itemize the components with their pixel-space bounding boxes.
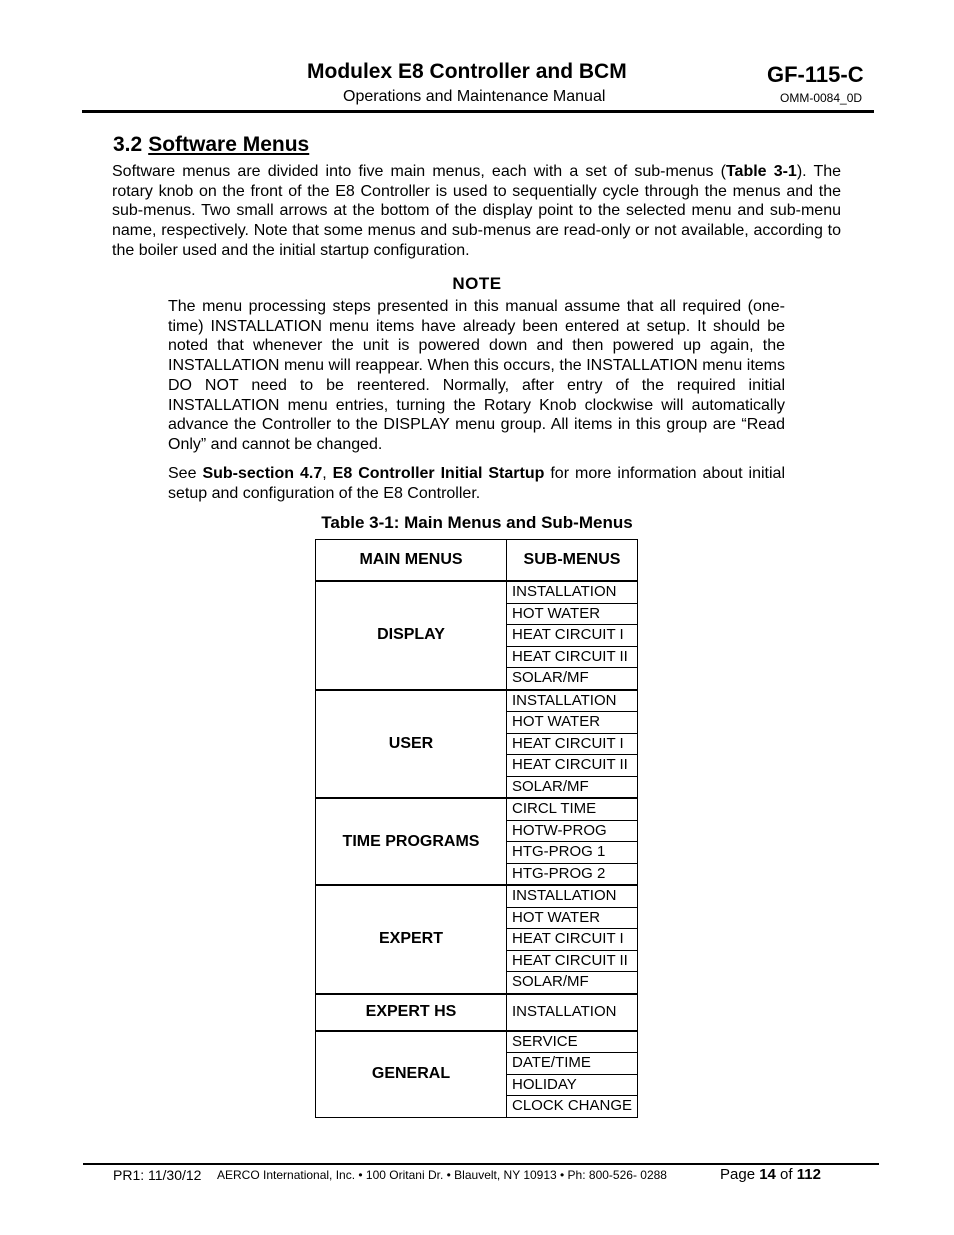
main-menu-cell: TIME PROGRAMS xyxy=(316,798,507,885)
main-menu-cell: USER xyxy=(316,690,507,799)
table-reference: Table 3-1 xyxy=(725,163,797,180)
intro-text-2: ). The rotary knob on the front of the E8 Controller is used to sequentially cycle through the menus and the sub-menus. Two small arrows at the bottom of the display point to the selected menu and sub-menu name, respectively. Note that some menus and sub-menus are read-only or not available, according to the boiler used and the initial startup configuration. xyxy=(112,163,842,259)
document-code: GF-115-C xyxy=(767,62,864,87)
menus-table-body xyxy=(316,581,638,1117)
sub-menu-cell: CLOCK CHANGE xyxy=(507,1096,638,1118)
sub-menu-cell: HTG-PROG 2 xyxy=(507,863,638,885)
sub-menu-cell: HOT WATER xyxy=(507,712,638,734)
note-text: The menu processing steps presented in this manual assume that all required (one-time) INSTALLATION menu items have already been entered at setup. It should be noted that whenever the unit is powered down and then powered up again, the INSTALLATION menu will reappear. When this occurs, the INSTALLATION menu items DO NOT need to be reentered. Normally, after entry of the required initial INSTALLATION menu entries, turning the Rotary Knob clockwise will automatically advance the Controller to the DISPLAY menu group. All items in this group are “Read Only” and cannot be changed. xyxy=(168,298,785,453)
footer-page xyxy=(720,1166,821,1183)
sub-menu-cell: SOLAR/MF xyxy=(507,972,638,994)
sub-menu-cell: HEAT CIRCUIT II xyxy=(507,646,638,668)
sub-menu-cell: HEAT CIRCUIT I xyxy=(507,929,638,951)
footer-company: AERCO International, Inc. • 100 Oritani Dr. • Blauvelt, NY 10913 • Ph: 800-526- 0288 xyxy=(217,1168,667,1182)
sub-menu-cell: CIRCL TIME xyxy=(507,798,638,820)
sub-menu-cell: INSTALLATION xyxy=(507,690,638,712)
sub-menu-cell: SERVICE xyxy=(507,1031,638,1053)
section-title: Software Menus xyxy=(148,133,310,156)
document-subtitle: Operations and Maintenance Manual xyxy=(343,88,606,105)
main-menus-header: MAIN MENUS xyxy=(316,540,507,582)
table-row xyxy=(316,581,638,603)
main-menu-cell: DISPLAY xyxy=(316,581,507,690)
footer-revision: PR1: 11/30/12 xyxy=(113,1167,202,1183)
sub-menu-cell: HOT WATER xyxy=(507,603,638,625)
header-rule xyxy=(82,110,874,113)
table-row xyxy=(316,885,638,907)
subsection-reference: Sub-section 4.7 xyxy=(202,465,323,482)
page-total: 112 xyxy=(796,1166,821,1183)
sub-menu-cell: HEAT CIRCUIT I xyxy=(507,625,638,647)
see-prefix: See xyxy=(168,465,203,482)
of-word: of xyxy=(775,1166,797,1183)
sub-menu-cell: HTG-PROG 1 xyxy=(507,842,638,864)
table-caption: Table 3-1: Main Menus and Sub-Menus xyxy=(321,513,633,532)
sub-menu-cell: SOLAR/MF xyxy=(507,668,638,690)
see-suffix: for more information about initial setup and configuration of the E8 Controller. xyxy=(168,465,786,502)
table-row xyxy=(316,994,638,1031)
menus-table xyxy=(315,539,638,1118)
main-menu-cell: GENERAL xyxy=(316,1031,507,1118)
sub-menu-cell: HEAT CIRCUIT I xyxy=(507,733,638,755)
page-number: 14 xyxy=(759,1166,776,1183)
intro-paragraph xyxy=(112,162,841,261)
see-separator: , xyxy=(322,465,333,482)
sub-menu-cell: HOLIDAY xyxy=(507,1074,638,1096)
sub-menu-cell: INSTALLATION xyxy=(507,581,638,603)
page-word: Page xyxy=(720,1166,760,1183)
see-also-paragraph xyxy=(168,464,785,503)
main-menu-cell: EXPERT xyxy=(316,885,507,994)
sub-menu-cell: INSTALLATION xyxy=(507,994,638,1031)
table-row xyxy=(316,1031,638,1053)
sub-menu-cell: INSTALLATION xyxy=(507,885,638,907)
sub-menu-cell: HEAT CIRCUIT II xyxy=(507,950,638,972)
section-number: 3.2 xyxy=(113,133,143,156)
document-title: Modulex E8 Controller and BCM xyxy=(307,60,627,83)
sub-menu-cell: HOTW-PROG xyxy=(507,820,638,842)
document-number: OMM-0084_0D xyxy=(780,91,863,105)
table-row xyxy=(316,690,638,712)
section-heading xyxy=(113,133,309,157)
note-heading: NOTE xyxy=(452,274,502,293)
sub-menus-header: SUB-MENUS xyxy=(507,540,638,582)
sub-menu-cell: DATE/TIME xyxy=(507,1053,638,1075)
sub-menu-cell: HOT WATER xyxy=(507,907,638,929)
sub-menu-cell: SOLAR/MF xyxy=(507,776,638,798)
table-row xyxy=(316,798,638,820)
footer-rule xyxy=(83,1163,879,1165)
startup-reference: E8 Controller Initial Startup xyxy=(332,465,545,482)
main-menu-cell: EXPERT HS xyxy=(316,994,507,1031)
intro-text-1: Software menus are divided into five main menus, each with a set of sub-menus ( xyxy=(112,163,726,180)
sub-menu-cell: HEAT CIRCUIT II xyxy=(507,755,638,777)
